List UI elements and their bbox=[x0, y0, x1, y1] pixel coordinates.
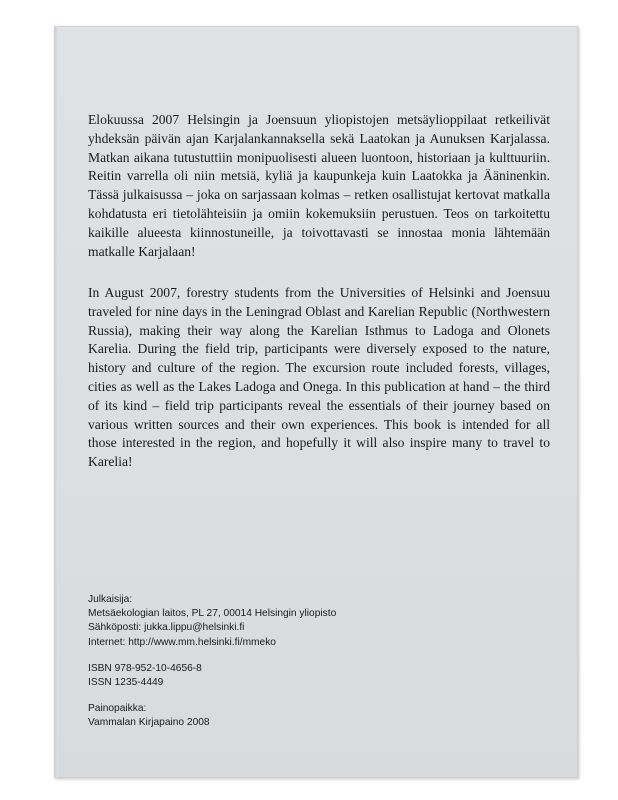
printer-name: Vammalan Kirjapaino 2008 bbox=[88, 717, 210, 729]
english-blurb bbox=[88, 284, 550, 472]
publisher-address: Metsäekologian laitos, PL 27, 00014 Helsingin yliopisto bbox=[88, 608, 337, 620]
finnish-paragraph: Elokuussa 2007 Helsingin ja Joensuun yliopistojen metsäylioppilaat retkeilivät yhdeksän päivän ajan Karjalankannaksella sekä Laatokan ja Aunuksen Karjalassa. Matkan aikana tutustuttiin monipuolisesti alueen luontoon, historiaan ja kulttuuriin. Reitin varrella oli niin metsiä, kyliä ja kaupunkeja kuin Laatokka ja Ääninenkin. Tässä julkaisussa – joka on sarjassaan kolmas – retken osallistujat kertovat matkalla kohdatusta eri tietolähteisiin ja omiin kokemuksiin perustuen. Teos on tarkoitettu kaikille alueesta kiinnostuneille, ja toivottavasti se innostaa monia lähtemään matkalle Karjalaan! bbox=[88, 112, 550, 259]
isbn-line: ISBN 978-952-10-4656-8 bbox=[88, 662, 202, 674]
internet-line: Internet: http://www.mm.helsinki.fi/mmeko bbox=[88, 636, 276, 648]
email-line: Sähköposti: jukka.lippu@helsinki.fi bbox=[88, 622, 245, 634]
english-paragraph: In August 2007, forestry students from the Universities of Helsinki and Joensuu traveled for nine days in the Leningrad Oblast and Karelian Republic (Northwestern Russia), making their way along the Karelian Isthmus to Ladoga and Olonets Karelia. During the field trip, participants were diversely exposed to the nature, history and culture of the region. The excursion route included forests, villages, cities as well as the Lakes Ladoga and Onega. In this publication at hand – the third of its kind – field trip participants reveal the essentials of their journey based on various written sources and their own experiences. This book is intended for all those interested in the region, and hopefully it will also inspire many to travel to Karelia! bbox=[88, 285, 550, 470]
issn-line: ISSN 1235-4449 bbox=[88, 677, 164, 689]
printer-label: Painopaikka: bbox=[88, 703, 147, 715]
cover-edge bbox=[54, 26, 58, 778]
publisher-label: Julkaisija: bbox=[88, 594, 133, 605]
colophon bbox=[88, 593, 528, 731]
finnish-blurb bbox=[88, 111, 550, 261]
